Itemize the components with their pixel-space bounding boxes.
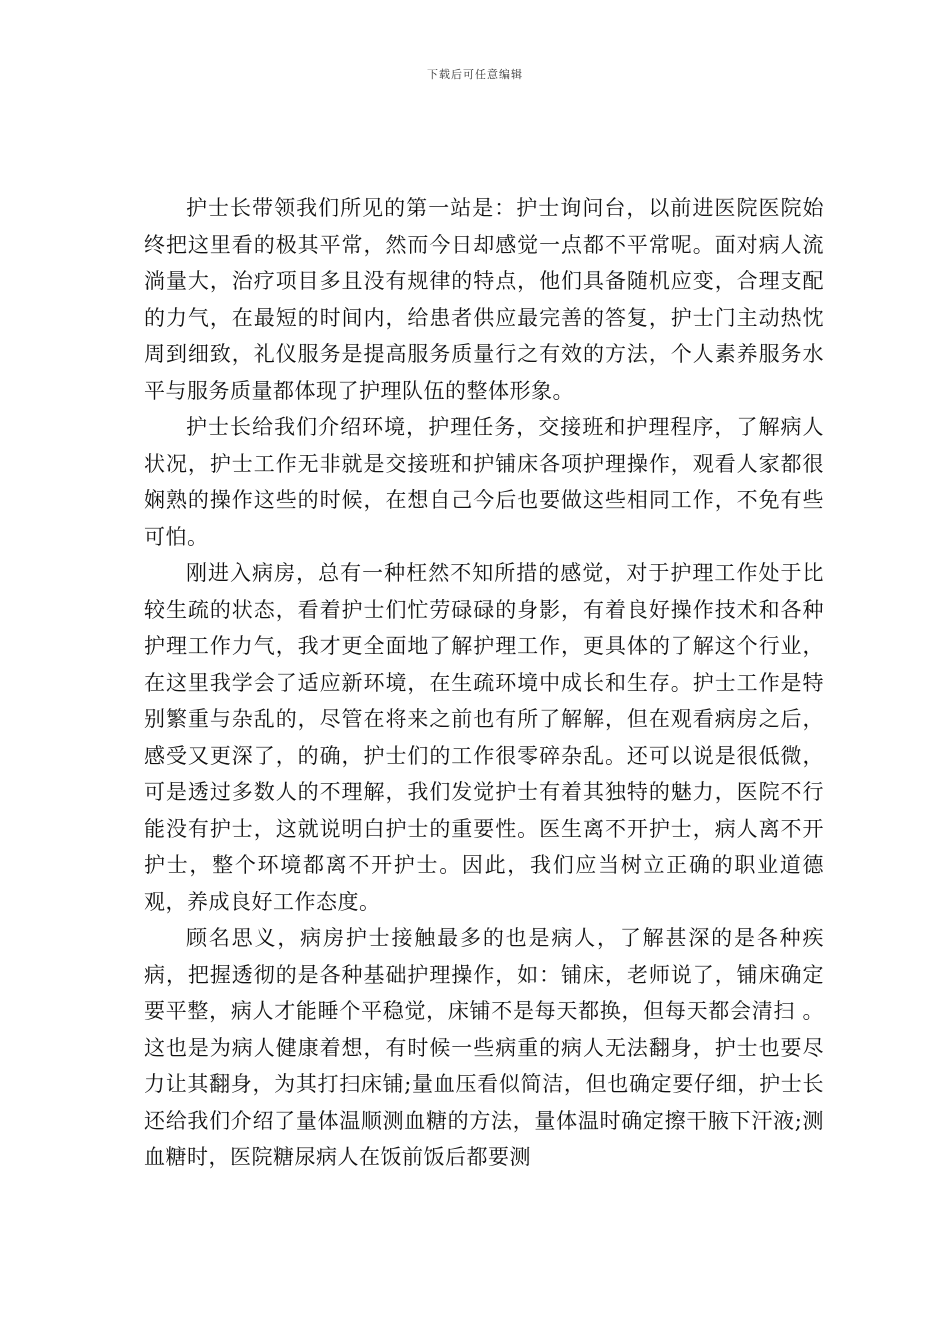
- paragraph-1: 护士长带领我们所见的第一站是：护士询问台，以前进医院医院始终把这里看的极其平常，然而今日却感觉一点都不平常呢。面对病人流淌量大，治疗项目多且没有规律的特点，他们具备随机应变，合理支配的力气，在最短的时间内，给患者供应最完善的答复，护士门主动热忱周到细致，礼仪服务是提高服务质量行之有效的方法，个人素养服务水平与服务质量都体现了护理队伍的整体形象。: [144, 196, 824, 403]
- paragraph-3: 刚进入病房，总有一种枉然不知所措的感觉，对于护理工作处于比较生疏的状态，看着护士们忙劳碌碌的身影，有着良好操作技术和各种护理工作力气，我才更全面地了解护理工作，更具体的了解这个行业，在这里我学会了适应新环境，在生疏环境中成长和生存。护士工作是特别繁重与杂乱的，尽管在将来之前也有所了解解，但在观看病房之后，感受又更深了，的确，护士们的工作很零碎杂乱。还可以说是很低微，可是透过多数人的不理解，我们发觉护士有着其独特的魅力，医院不行能没有护士，这就说明白护士的重要性。医生离不开护士，病人离不开护士，整个环境都离不开护士。因此，我们应当树立正确的职业道德观，养成良好工作态度。: [144, 561, 824, 914]
- document-body: [144, 190, 824, 1176]
- paragraph-2: 护士长给我们介绍环境，护理任务，交接班和护理程序，了解病人状况，护士工作无非就是交接班和护铺床各项护理操作，观看人家都很娴熟的操作这些的时候，在想自己今后也要做这些相同工作，不免有些可怕。: [144, 415, 824, 549]
- header-note: 下载后可任意编辑: [427, 68, 523, 81]
- paragraph-4: 顾名思义，病房护士接触最多的也是病人，了解甚深的是各种疾病，把握透彻的是各种基础护理操作，如：铺床，老师说了，铺床确定要平整，病人才能睡个平稳觉，床铺不是每天都换，但每天都会清扫 。这也是为病人健康着想，有时候一些病重的病人无法翻身，护士也要尽力让其翻身，为其打扫床铺;量血压看似简洁，但也确定要仔细，护士长还给我们介绍了量体温顺测血糖的方法，量体温时确定擦干腋下汗液;测血糖时，医院糖尿病人在饭前饭后都要测: [144, 926, 824, 1169]
